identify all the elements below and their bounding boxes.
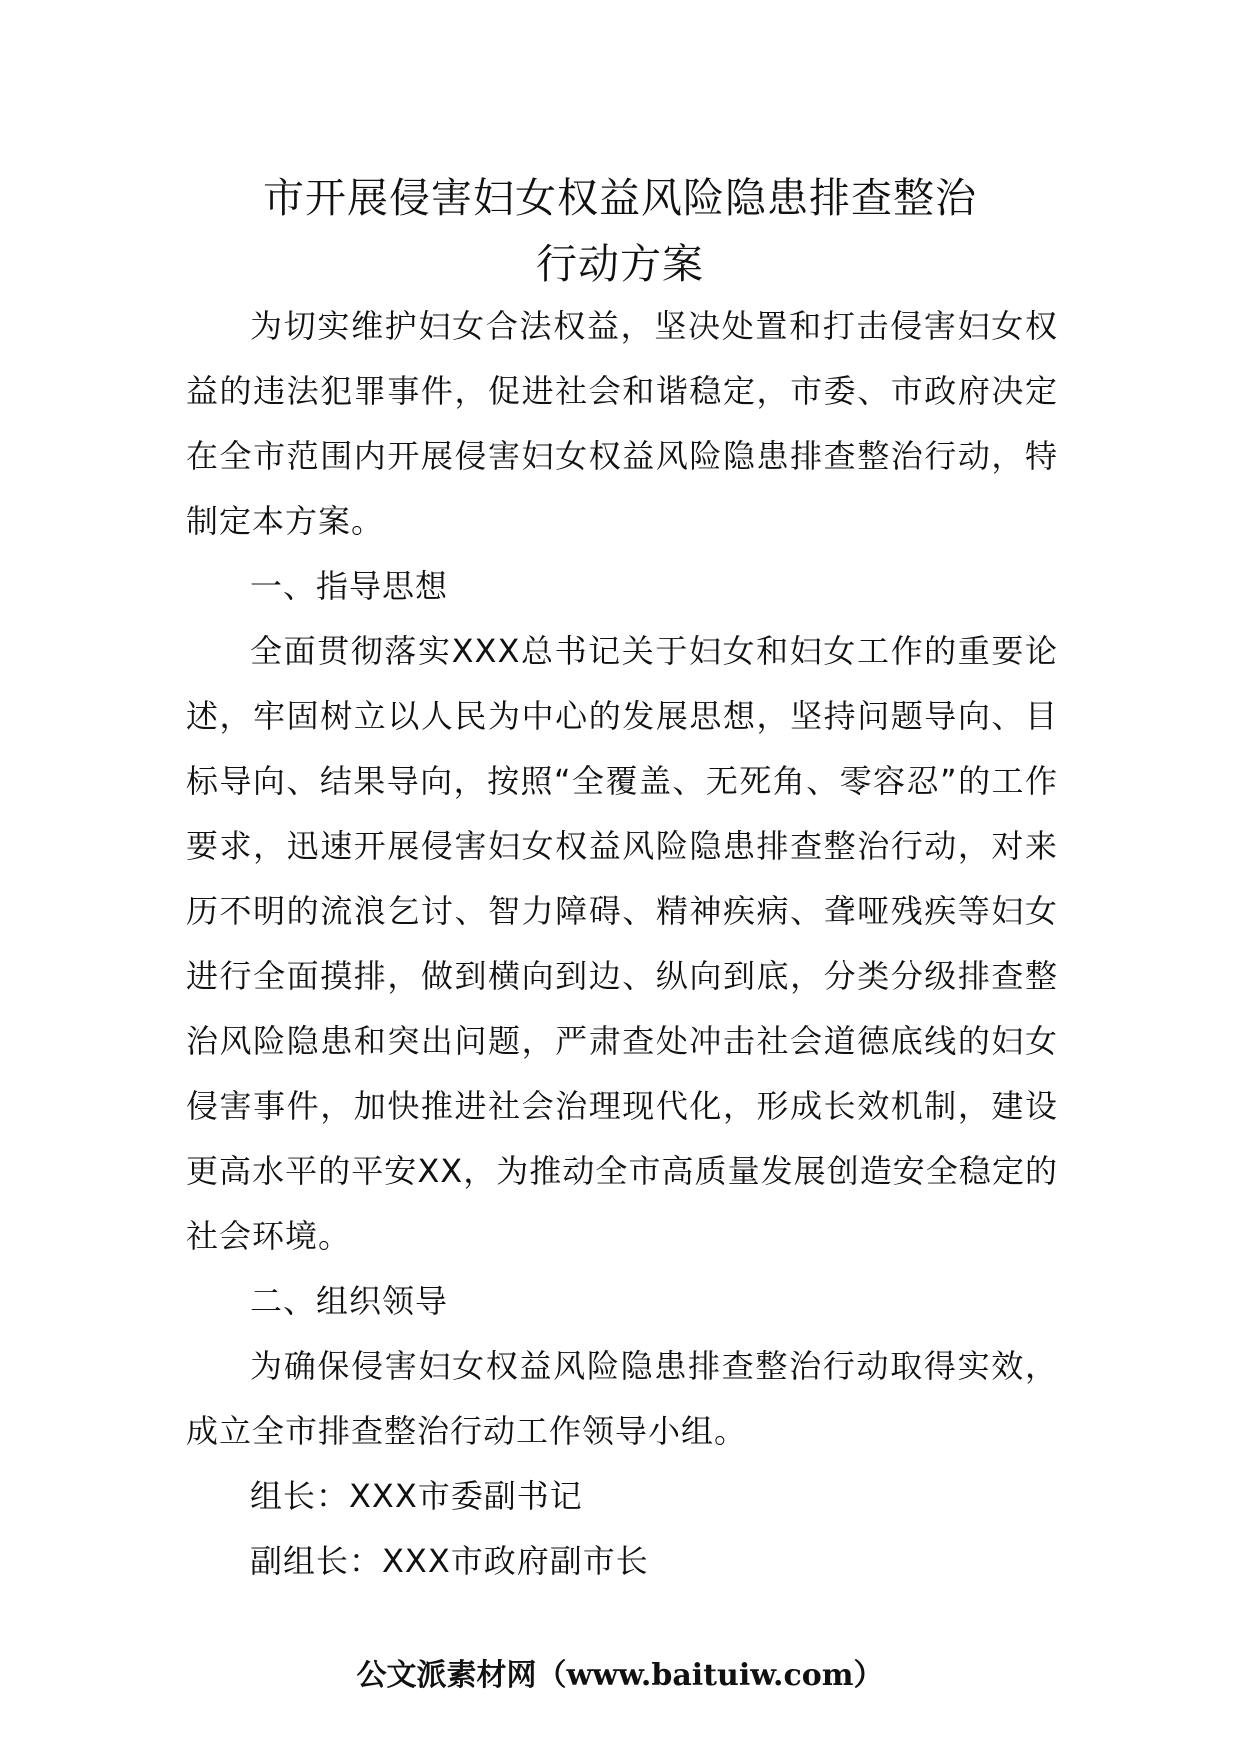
document-title-line2: 行动方案	[536, 240, 704, 288]
group-leader-line: 组长：XXX市委副书记	[250, 1477, 583, 1515]
deputy-group-leader-line: 副组长：XXX市政府副市长	[250, 1542, 649, 1580]
document-body	[186, 294, 1058, 1594]
organization-paragraph: 为确保侵害妇女权益风险隐患排查整治行动取得实效，成立全市排查整治行动工作领导小组。	[186, 1347, 1058, 1450]
document-title-line1: 市开展侵害妇女权益风险隐患排查整治	[263, 174, 977, 222]
guiding-ideology-paragraph: 全面贯彻落实XXX总书记关于妇女和妇女工作的重要论述，牢固树立以人民为中心的发展思想，坚持问题导向、目标导向、结果导向，按照“全覆盖、无死角、零容忍”的工作要求，迅速开展侵害妇女权益风险隐患排查整治行动，对来历不明的流浪乞讨、智力障碍、精神疾病、聋哑残疾等妇女进行全面摸排，做到横向到边、纵向到底，分类分级排查整治风险隐患和突出问题，严肃查处冲击社会道德底线的妇女侵害事件，加快推进社会治理现代化，形成长效机制，建设更高水平的平安XX，为推动全市高质量发展创造安全稳定的社会环境。	[186, 632, 1058, 1255]
section-heading-guiding-ideology: 一、指导思想	[250, 567, 449, 605]
footer-watermark: 公文派素材网（www.baituiw.com）	[356, 1658, 884, 1693]
section-heading-organization: 二、组织领导	[250, 1282, 449, 1320]
intro-paragraph: 为切实维护妇女合法权益，坚决处置和打击侵害妇女权益的违法犯罪事件，促进社会和谐稳定，市委、市政府决定在全市范围内开展侵害妇女权益风险隐患排查整治行动，特制定本方案。	[186, 307, 1058, 540]
